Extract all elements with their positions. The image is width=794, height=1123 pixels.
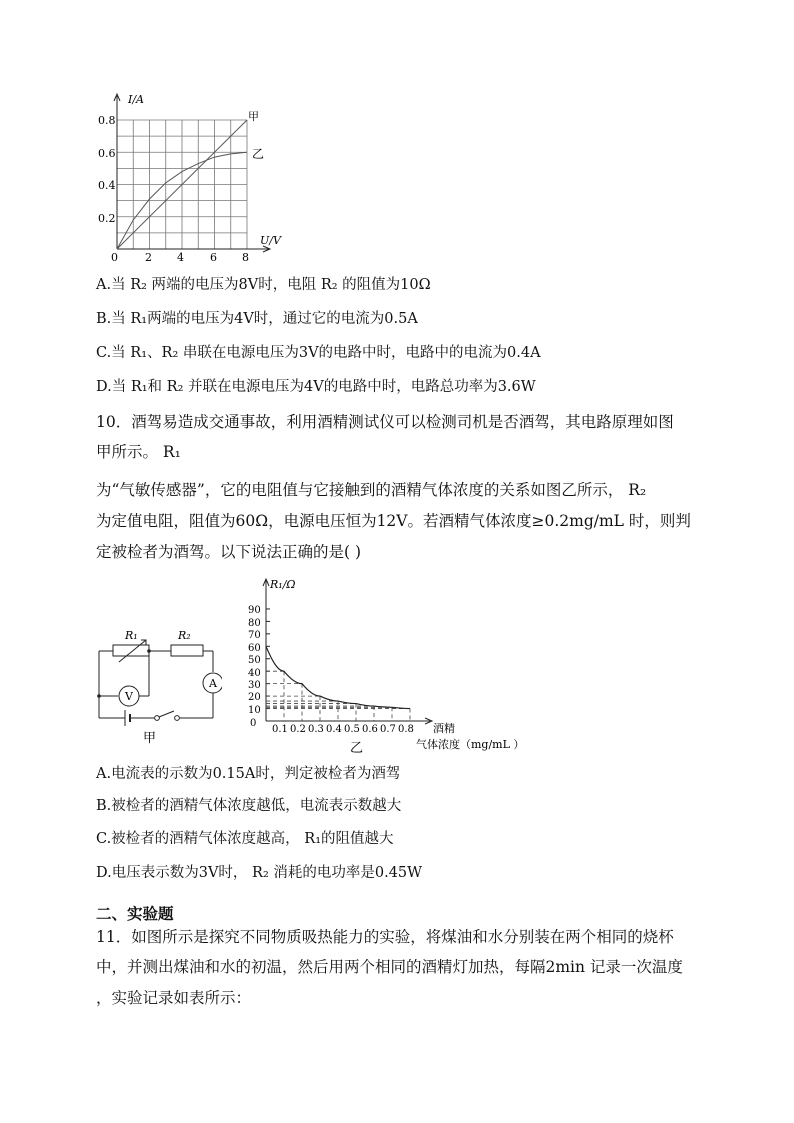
ammeter-label: A bbox=[209, 677, 217, 690]
q11-stem-line3: ，实验记录如表所示： bbox=[96, 989, 252, 1007]
curve-yi-label: 乙 bbox=[252, 147, 265, 161]
r2-label: R₂ bbox=[178, 629, 191, 642]
q10-option-c: C.被检者的酒精气体浓度越高， R₁的阻值越大 bbox=[96, 831, 394, 847]
r1-x-tick: 0.8 bbox=[398, 724, 414, 735]
q10-stem-line2: 甲所示。 R₁ bbox=[96, 443, 181, 461]
r1-x-tick: 0.7 bbox=[380, 724, 396, 735]
q10-option-d: D.电压表示数为3V时， R₂ 消耗的电功率是0.45W bbox=[96, 865, 423, 881]
circuit-caption: 甲 bbox=[143, 731, 157, 746]
voltmeter-label: V bbox=[125, 690, 133, 703]
r1-x-tick: 0.3 bbox=[308, 724, 324, 735]
r1-y-tick: 20 bbox=[248, 692, 261, 703]
r1-x-tick: 0.6 bbox=[362, 724, 378, 735]
r1-y-tick: 60 bbox=[248, 643, 261, 654]
q10-stem-line5: 定被检者为酒驾。以下说法正确的是( ) bbox=[96, 543, 362, 561]
q10-stem-line1: 10．酒驾易造成交通事故，利用酒精测试仪可以检测司机是否酒驾，其电路原理如图 bbox=[96, 413, 674, 431]
iu-graph bbox=[92, 88, 292, 268]
r1-graph-caption: 乙 bbox=[350, 741, 364, 756]
q10-stem-line3: 为“气敏传感器”，它的电阻值与它接触到的酒精气体浓度的关系如图乙所示， R₂ bbox=[96, 481, 647, 499]
q9-option-d: D.当 R₁和 R₂ 并联在电源电压为4V的电路中时，电路总功率为3.6W bbox=[96, 379, 536, 395]
r1-origin: 0 bbox=[250, 718, 257, 729]
q11-stem-line1: 11．如图所示是探究不同物质吸热能力的实验，将煤油和水分别装在两个相同的烧杯 bbox=[96, 928, 674, 946]
iu-y-tick: 0.6 bbox=[98, 147, 116, 160]
r1-y-axis-label: R₁/Ω bbox=[270, 578, 296, 591]
q10-option-b: B.被检者的酒精气体浓度越低，电流表示数越大 bbox=[96, 798, 402, 814]
r1-x-tick: 0.4 bbox=[326, 724, 342, 735]
section-heading: 二、实验题 bbox=[96, 904, 174, 923]
q9-option-a: A.当 R₂ 两端的电压为8V时，电阻 R₂ 的阻值为10Ω bbox=[96, 277, 431, 293]
curve-jia-label: 甲 bbox=[248, 110, 259, 123]
iu-y-tick: 0.8 bbox=[98, 114, 116, 127]
q10-stem-line4: 为定值电阻，阻值为60Ω，电源电压恒为12V。若酒精气体浓度≥0.2mg/mL 时，则判 bbox=[96, 512, 691, 530]
q9-option-c: C.当 R₁、R₂ 串联在电源电压为3V的电路中时，电路中的电流为0.4A bbox=[96, 345, 541, 361]
r1-y-tick: 10 bbox=[248, 705, 261, 716]
q9-option-b: B.当 R₁两端的电压为4V时，通过它的电流为0.5A bbox=[96, 311, 418, 327]
iu-origin: 0 bbox=[111, 251, 118, 264]
r1-concentration-graph bbox=[240, 574, 540, 756]
circuit-diagram bbox=[92, 620, 222, 750]
r1-graph-guides bbox=[266, 671, 410, 721]
iu-x-tick: 8 bbox=[242, 251, 249, 264]
r1-y-tick: 30 bbox=[248, 680, 261, 691]
r1-y-tick: 40 bbox=[248, 668, 261, 679]
r1-y-tick: 80 bbox=[248, 618, 261, 629]
iu-x-tick: 6 bbox=[210, 251, 217, 264]
r1-x-label-line1: 酒精 bbox=[433, 722, 455, 735]
r1-graph-axes bbox=[263, 579, 432, 724]
iu-x-axis-label: U/V bbox=[260, 234, 281, 247]
r1-x-label-line2: 气体浓度（mg/mL ） bbox=[416, 738, 525, 751]
r1-x-tick: 0.2 bbox=[290, 724, 306, 735]
r1-curve bbox=[266, 646, 410, 708]
iu-y-tick: 0.2 bbox=[98, 212, 116, 225]
r1-x-tick: 0.1 bbox=[272, 724, 288, 735]
iu-x-tick: 4 bbox=[177, 251, 184, 264]
r1-label: R₁ bbox=[125, 629, 138, 642]
q10-option-a: A.电流表的示数为0.15A时，判定被检者为酒驾 bbox=[96, 766, 401, 782]
iu-x-tick: 2 bbox=[145, 251, 152, 264]
iu-y-axis-label: I/A bbox=[128, 93, 144, 106]
r1-y-tick: 50 bbox=[248, 655, 261, 666]
q11-stem-line2: 中，并测出煤油和水的初温，然后用两个相同的酒精灯加热，每隔2min 记录一次温度 bbox=[96, 958, 683, 976]
r1-x-tick: 0.5 bbox=[344, 724, 360, 735]
r1-y-tick: 70 bbox=[248, 630, 261, 641]
r1-y-tick: 90 bbox=[248, 605, 261, 616]
iu-y-tick: 0.4 bbox=[98, 179, 116, 192]
